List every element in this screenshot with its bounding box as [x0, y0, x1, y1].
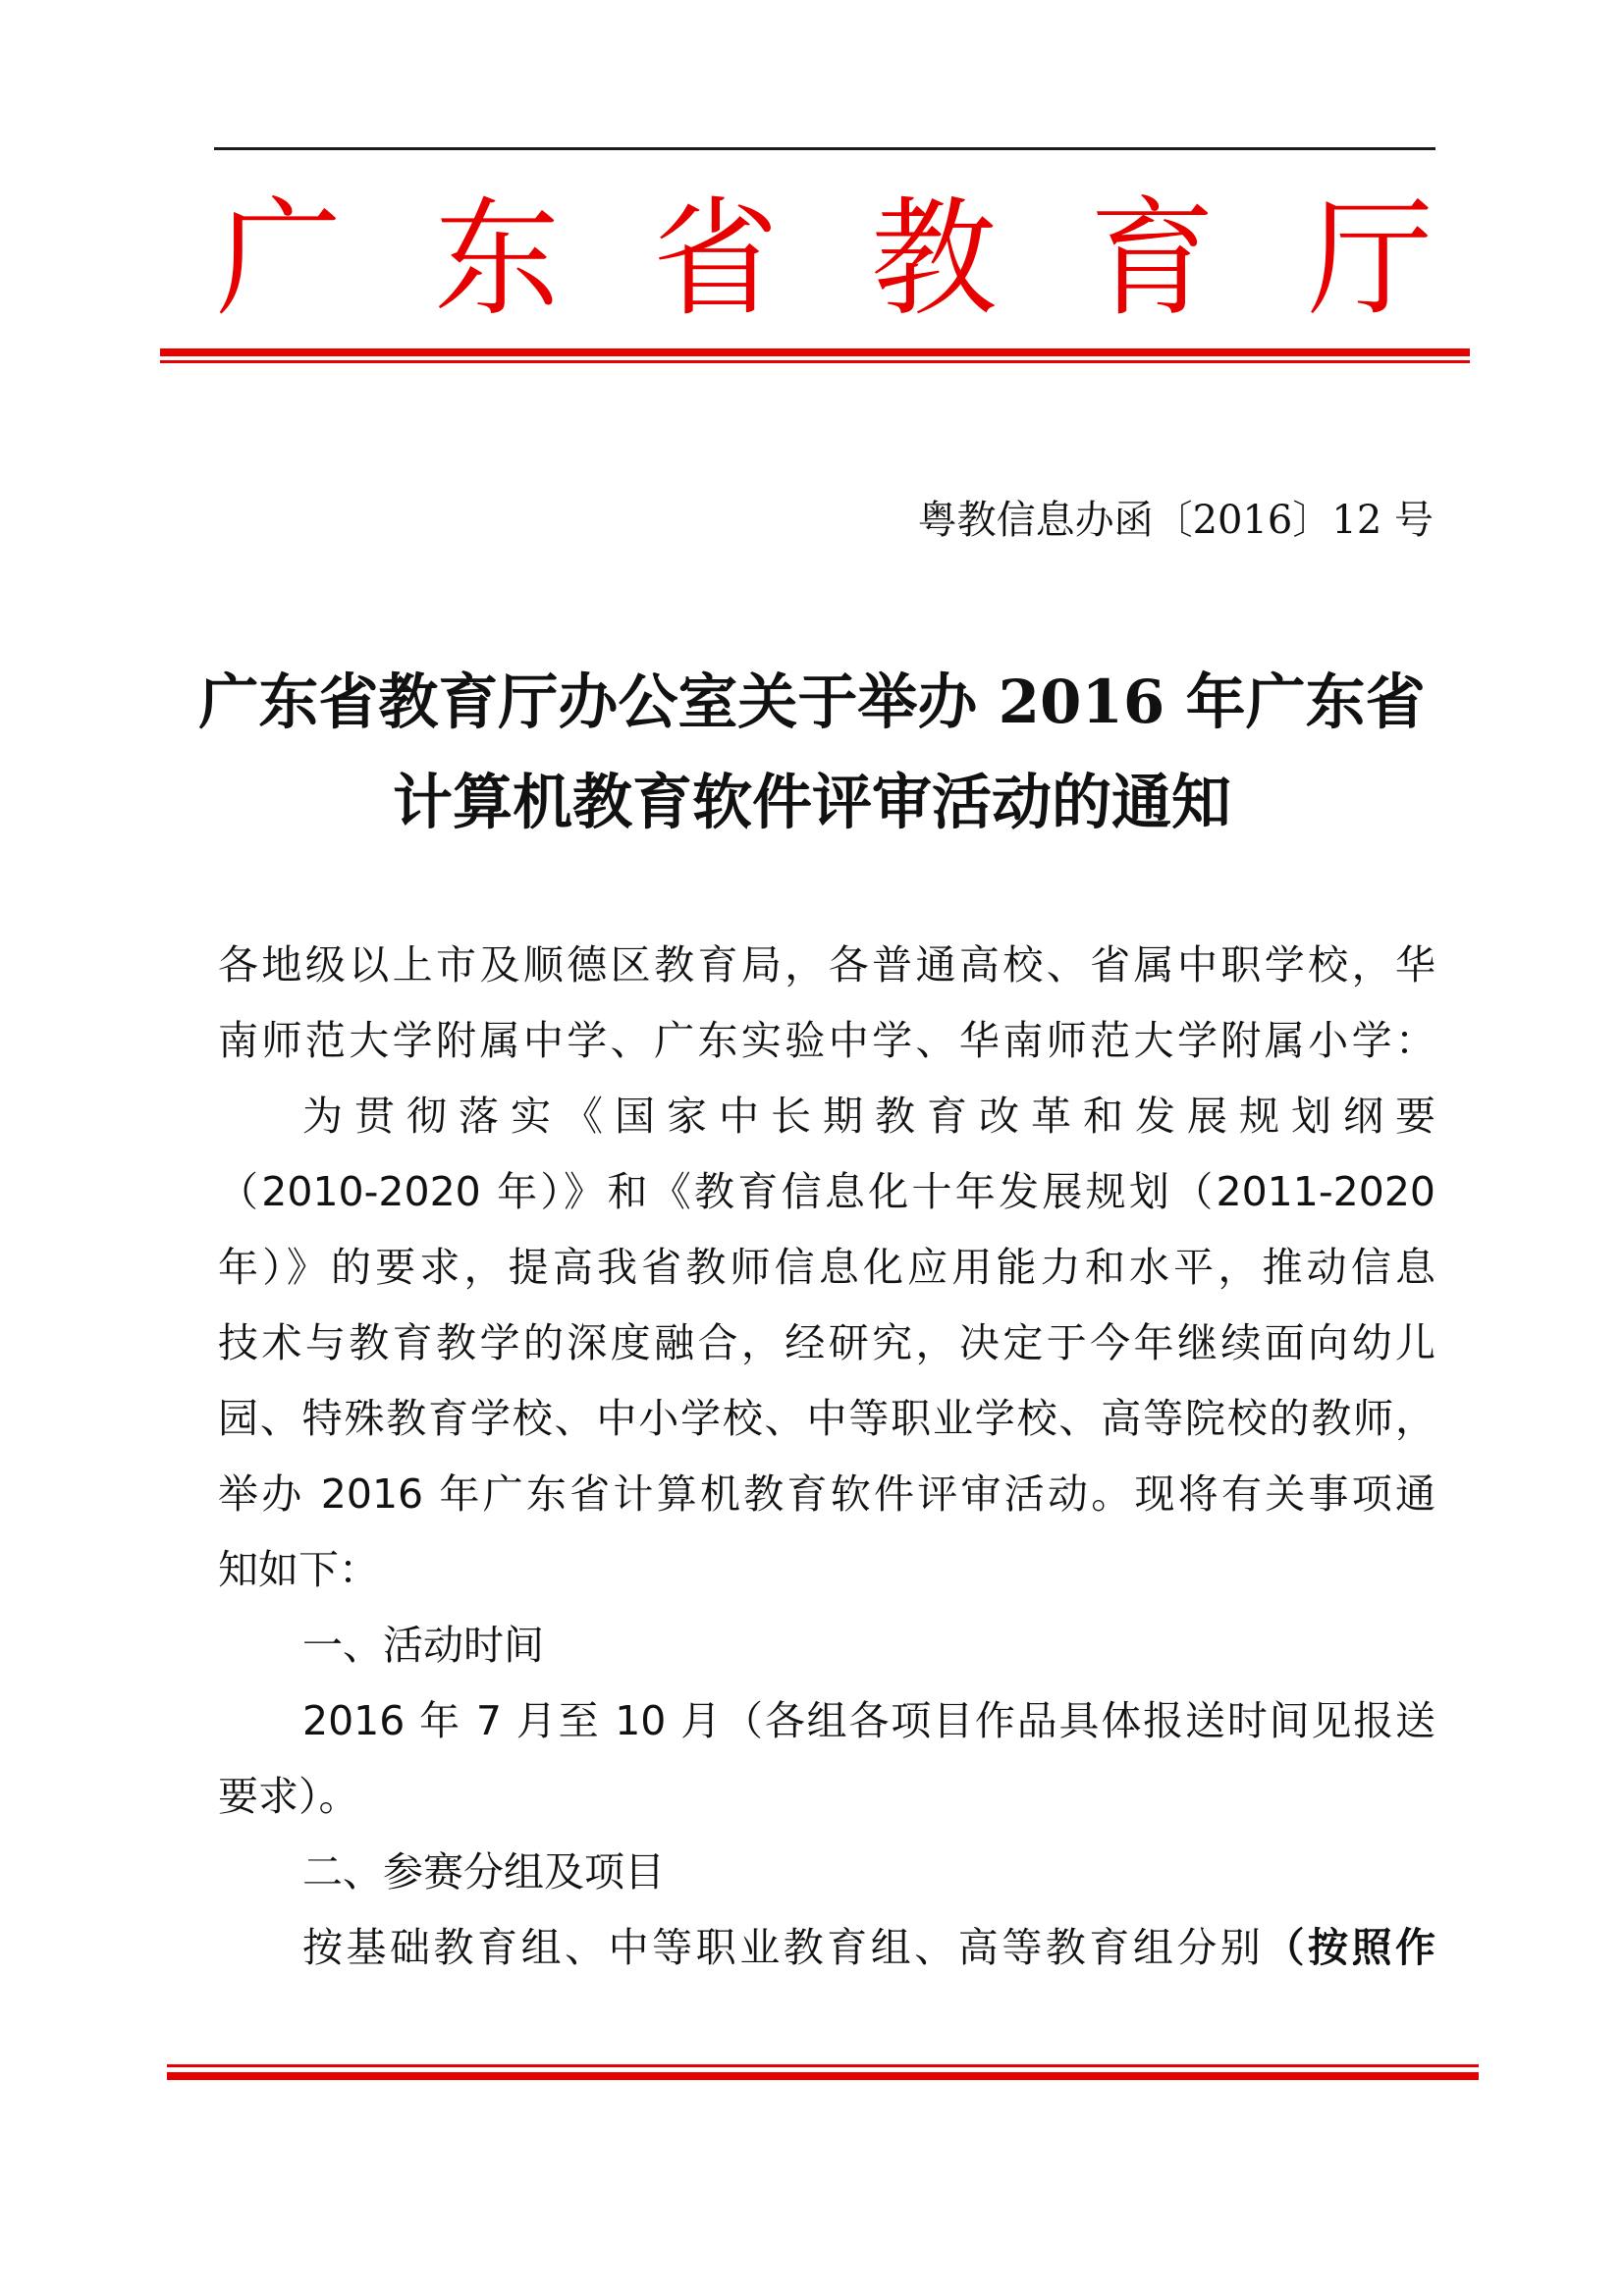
- addressee-line: 南师范大学附属中学、广东实验中学、华南师范大学附属小学：: [218, 1017, 1435, 1064]
- paragraph-line: 园、特殊教育学校、中小学校、中等职业学校、高等院校的教师，: [218, 1395, 1435, 1442]
- thick-red-line: [160, 348, 1470, 356]
- document-title-line: 广东省教育厅办公室关于举办 2016 年广东省: [198, 667, 1426, 737]
- agency-title-char: 广: [216, 185, 343, 335]
- paragraph-line: 为贯彻落实《国家中长期教育改革和发展规划纲要: [302, 1093, 1435, 1140]
- agency-title-char: 育: [1089, 185, 1216, 335]
- section-2-normal-text: 按基础教育组、中等职业教育组、高等教育组分别: [302, 1924, 1265, 1971]
- agency-title-char: 教: [871, 185, 998, 335]
- agency-title-char: 厅: [1307, 185, 1434, 335]
- section-heading: 二、参赛分组及项目: [302, 1848, 665, 1896]
- section-line: 2016 年 7 月至 10 月（各组各项目作品具体报送时间见报送: [302, 1697, 1435, 1744]
- paragraph-line: （2010-2020 年）》和《教育信息化十年发展规划（2011-2020: [218, 1168, 1435, 1215]
- paragraph-line: 知如下：: [218, 1546, 379, 1593]
- thin-red-line: [160, 360, 1470, 363]
- document-title-line: 计算机教育软件评审活动的通知: [392, 768, 1231, 837]
- section-line: 要求）。: [218, 1773, 359, 1820]
- document-number: 粤教信息办函〔2016〕12 号: [917, 498, 1434, 543]
- section-2-bold-text: （按照作: [1264, 1924, 1435, 1971]
- header-red-rule: [160, 348, 1470, 366]
- agency-title: [216, 187, 1434, 334]
- paragraph-line: 年）》的要求，提高我省教师信息化应用能力和水平，推动信息: [218, 1244, 1435, 1291]
- paragraph-line: 举办 2016 年广东省计算机教育软件评审活动。现将有关事项通: [218, 1470, 1435, 1518]
- agency-title-char: 东: [434, 185, 561, 335]
- section-heading: 一、活动时间: [302, 1622, 544, 1669]
- top-black-rule: [214, 147, 1435, 150]
- footer-red-rule: [167, 2064, 1479, 2082]
- document-title: [157, 653, 1467, 853]
- paragraph-line: 技术与教育教学的深度融合，经研究，决定于今年继续面向幼儿: [218, 1319, 1435, 1366]
- agency-title-char: 省: [652, 185, 779, 335]
- section-line: [218, 1910, 1435, 1986]
- thin-red-line: [167, 2064, 1479, 2067]
- thick-red-line: [167, 2072, 1479, 2080]
- addressee-line: 各地级以上市及顺德区教育局，各普通高校、省属中职学校，华: [218, 941, 1435, 988]
- document-body: [218, 928, 1435, 1986]
